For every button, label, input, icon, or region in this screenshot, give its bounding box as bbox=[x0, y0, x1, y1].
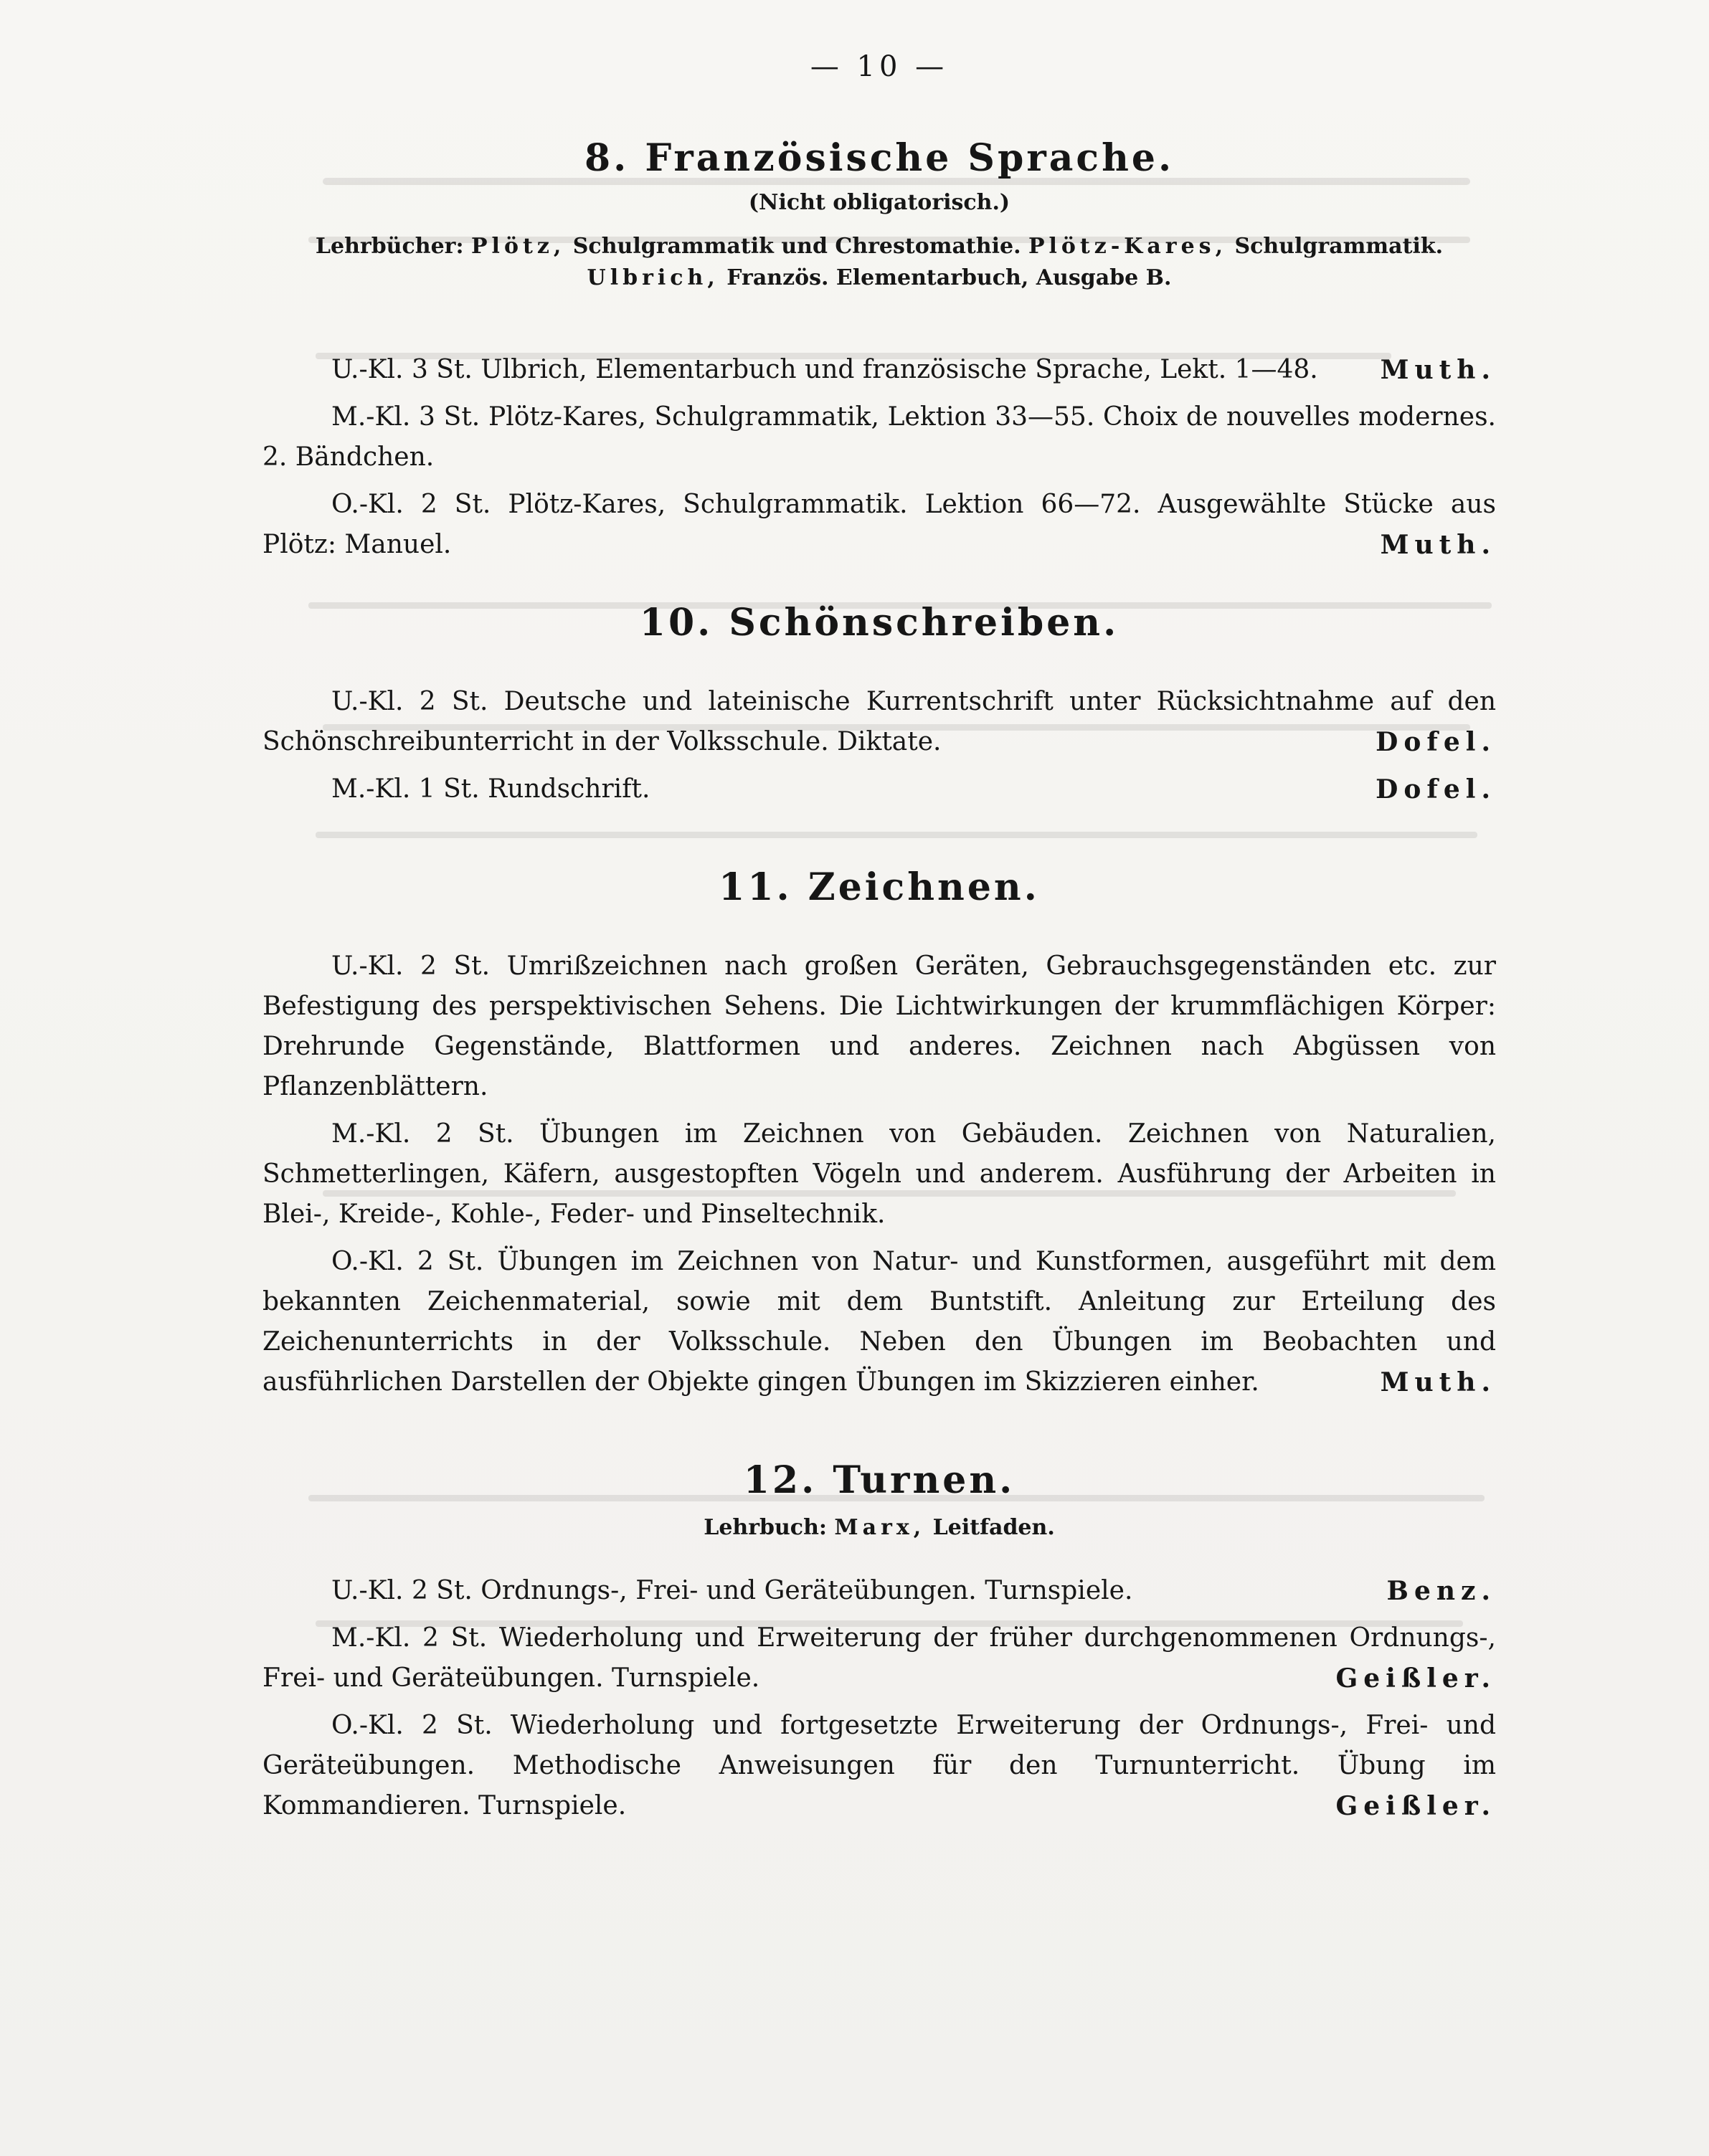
entry-teacher: Geißler. bbox=[1335, 1663, 1496, 1694]
entry-text: U.-Kl. 2 St. Umrißzeichnen nach großen Geräten, Gebrauchsgegenständen etc. zur Befestigung des perspektivischen Sehens. Die Lichtwirkungen der krummflächigen Körper: Drehrunde Gegenstände, Blattformen und anderes. Zeichnen nach Abgüssen von Pflanzenblättern. bbox=[262, 951, 1496, 1101]
section-heading-drawing: 11. Zeichnen. bbox=[719, 865, 1040, 909]
textbook-title: Leitfaden. bbox=[932, 1515, 1055, 1540]
entry-gymnastics-mittelklasse bbox=[262, 1618, 1496, 1699]
entry-gymnastics-unterklasse bbox=[262, 1571, 1496, 1611]
textbook-author: Ulbrich, bbox=[587, 265, 719, 290]
entry-text: O.-Kl. 2 St. Wiederholung und fortgesetzte Erweiterung der Ordnungs-, Frei- und Geräteübungen. Methodische Anweisungen für den Turnunterricht. Übung im Kommandieren. Turnspiele. bbox=[262, 1711, 1496, 1820]
textbooks-label: Lehrbücher: bbox=[315, 234, 464, 259]
entry-text: O.-Kl. 2 St. Plötz-Kares, Schulgrammatik. Lektion 66—72. Ausgewählte Stücke aus Plötz: Manuel. bbox=[262, 490, 1496, 559]
textbook-title: Schulgrammatik. bbox=[1234, 234, 1444, 259]
section-heading-penmanship: 10. Schönschreiben. bbox=[639, 601, 1119, 645]
entry-text: U.-Kl. 2 St. Ordnungs-, Frei- und Geräteübungen. Turnspiele. bbox=[331, 1576, 1133, 1605]
entry-drawing-mittelklasse bbox=[262, 1114, 1496, 1235]
entry-teacher: Muth. bbox=[1380, 1367, 1496, 1397]
section-heading-gymnastics: 12. Turnen. bbox=[743, 1458, 1016, 1502]
entry-text: M.-Kl. 1 St. Rundschrift. bbox=[331, 774, 650, 804]
entry-french-unterklasse bbox=[262, 350, 1496, 390]
entry-teacher: Benz. bbox=[1386, 1576, 1496, 1606]
entry-drawing-unterklasse bbox=[262, 946, 1496, 1107]
page-content bbox=[262, 50, 1496, 1826]
textbooks-line-2 bbox=[262, 262, 1496, 294]
entry-teacher: Dofel. bbox=[1376, 774, 1496, 804]
entry-text: M.-Kl. 2 St. Wiederholung und Erweiterung der früher durchgenommenen Ordnungs-, Frei- und Geräteübungen. Turnspiele. bbox=[262, 1623, 1496, 1693]
section-subtitle-french: (Nicht obligatorisch.) bbox=[748, 190, 1010, 215]
section-heading-french: 8. Französische Sprache. bbox=[584, 136, 1175, 180]
entry-text: M.-Kl. 3 St. Plötz-Kares, Schulgrammatik, Lektion 33—55. Choix de nouvelles modernes. 2. Bändchen. bbox=[262, 402, 1496, 472]
textbook-author: Plötz-Kares, bbox=[1028, 234, 1228, 259]
textbook-gymnastics bbox=[262, 1512, 1496, 1544]
textbooks-french bbox=[262, 231, 1496, 294]
entry-drawing-oberklasse bbox=[262, 1242, 1496, 1402]
textbook-author: Plötz, bbox=[471, 234, 566, 259]
entry-penmanship-unterklasse bbox=[262, 682, 1496, 762]
textbooks-line-1 bbox=[262, 231, 1496, 262]
entry-text: U.-Kl. 2 St. Deutsche und lateinische Kurrentschrift unter Rücksichtnahme auf den Schönschreibunterricht in der Volksschule. Diktate. bbox=[262, 687, 1496, 756]
entry-text: M.-Kl. 2 St. Übungen im Zeichnen von Gebäuden. Zeichnen von Naturalien, Schmetterlingen, Käfern, ausgestopften Vögeln und anderem. Ausführung der Arbeiten in Blei-, Kreide-, Kohle-, Feder- und Pinseltechnik. bbox=[262, 1119, 1496, 1229]
entry-french-mittelklasse bbox=[262, 397, 1496, 478]
textbook-title: Französ. Elementarbuch, Ausgabe B. bbox=[726, 265, 1172, 290]
entry-gymnastics-oberklasse bbox=[262, 1706, 1496, 1826]
entry-teacher: Geißler. bbox=[1335, 1791, 1496, 1821]
entry-text: U.-Kl. 3 St. Ulbrich, Elementarbuch und französische Sprache, Lekt. 1—48. bbox=[331, 355, 1318, 384]
entry-french-oberklasse bbox=[262, 485, 1496, 565]
page-number: — 10 — bbox=[810, 50, 949, 83]
entry-teacher: Muth. bbox=[1380, 530, 1496, 560]
textbook-label: Lehrbuch: bbox=[704, 1515, 827, 1540]
textbook-author: Marx, bbox=[834, 1515, 926, 1540]
entry-penmanship-mittelklasse bbox=[262, 769, 1496, 809]
entry-teacher: Dofel. bbox=[1376, 727, 1496, 757]
textbook-title: Schulgrammatik und Chrestomathie. bbox=[572, 234, 1021, 259]
entry-teacher: Muth. bbox=[1380, 355, 1496, 385]
entry-text: O.-Kl. 2 St. Übungen im Zeichnen von Natur- und Kunstformen, ausgeführt mit dem bekannten Zeichenmaterial, sowie mit dem Buntstift. Anleitung zur Erteilung des Zeichenunterrichts in der Volksschule. Neben den Übungen im Beobachten und ausführlichen Darstellen der Objekte gingen Übungen im Skizzieren einher. bbox=[262, 1247, 1496, 1397]
